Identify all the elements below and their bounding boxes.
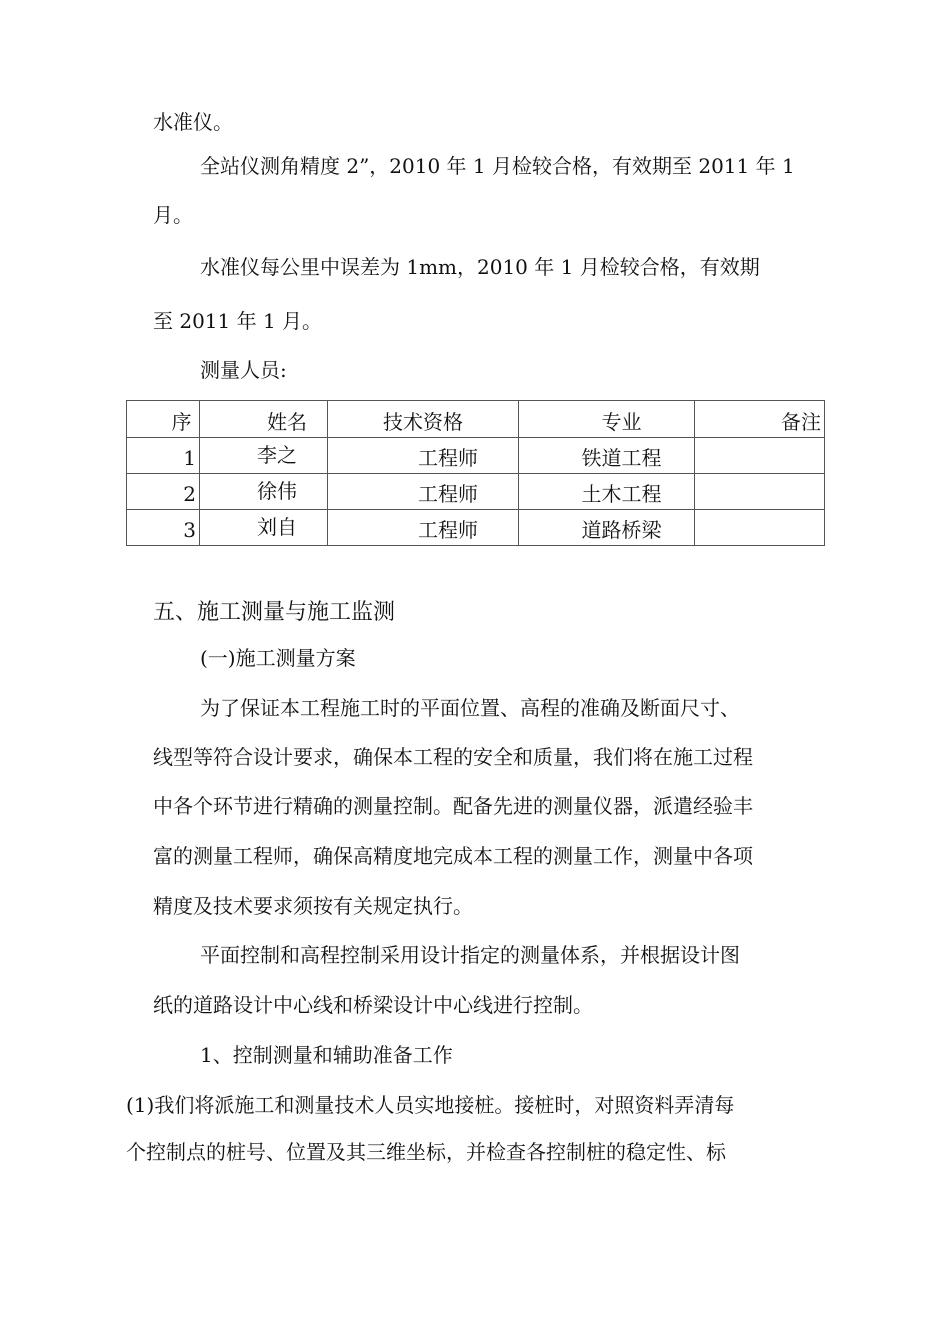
cell-note: [695, 438, 825, 474]
cell-major: 土木工程: [519, 474, 695, 510]
table-row: [127, 510, 825, 546]
numbered-heading: 1、控制测量和辅助准备工作: [200, 1043, 453, 1067]
cell-note: [695, 510, 825, 546]
header-major: 专业: [519, 401, 695, 438]
cell-qualification: 工程师: [328, 474, 519, 510]
section-heading: 五、施工测量与施工监测: [153, 600, 396, 625]
cell-name: 刘自: [200, 510, 328, 546]
body-paragraph-line: (1)我们将派施工和测量技术人员实地接桩。接桩时，对照资料弄清每: [126, 1093, 735, 1117]
table-row: [127, 438, 825, 474]
body-paragraph-line: 精度及技术要求须按有关规定执行。: [153, 894, 473, 918]
body-paragraph-line: 个控制点的桩号、位置及其三维坐标，并检查各控制桩的稳定性、标: [126, 1140, 726, 1164]
paragraph-level-instrument: 水准仪。: [153, 110, 233, 134]
body-paragraph-line: 线型等符合设计要求，确保本工程的安全和质量，我们将在施工过程: [153, 745, 753, 769]
table-header-row: [127, 401, 825, 438]
cell-qualification: 工程师: [328, 510, 519, 546]
staff-table: [126, 400, 825, 546]
cell-no: 3: [127, 510, 200, 546]
header-qualification: 技术资格: [328, 401, 519, 438]
cell-qualification: 工程师: [328, 438, 519, 474]
cell-no: 1: [127, 438, 200, 474]
cell-major: 铁道工程: [519, 438, 695, 474]
paragraph-total-station-line2: 月。: [153, 203, 193, 227]
body-paragraph-line: 纸的道路设计中心线和桥梁设计中心线进行控制。: [153, 993, 593, 1017]
cell-note: [695, 474, 825, 510]
cell-major: 道路桥梁: [519, 510, 695, 546]
cell-no: 2: [127, 474, 200, 510]
paragraph-level-error-line1: 水准仪每公里中误差为 1mm，2010 年 1 月检较合格，有效期: [200, 255, 760, 279]
body-paragraph-line: 富的测量工程师，确保高精度地完成本工程的测量工作，测量中各项: [153, 844, 753, 868]
staff-caption: 测量人员:: [200, 358, 287, 382]
header-no: 序: [127, 401, 200, 438]
paragraph-level-error-line2: 至 2011 年 1 月。: [153, 309, 323, 333]
body-paragraph-line: 平面控制和高程控制采用设计指定的测量体系，并根据设计图: [200, 943, 740, 967]
subsection-heading: (一)施工测量方案: [200, 646, 356, 670]
body-paragraph-line: 中各个环节进行精确的测量控制。配备先进的测量仪器，派遣经验丰: [153, 794, 753, 818]
body-paragraph-line: 为了保证本工程施工时的平面位置、高程的准确及断面尺寸、: [200, 696, 740, 720]
header-note: 备注: [695, 401, 825, 438]
table-row: [127, 474, 825, 510]
paragraph-total-station-line1: 全站仪测角精度 2”，2010 年 1 月检较合格，有效期至 2011 年 1: [200, 154, 795, 178]
header-name: 姓名: [200, 401, 328, 438]
cell-name: 李之: [200, 438, 328, 474]
cell-name: 徐伟: [200, 474, 328, 510]
